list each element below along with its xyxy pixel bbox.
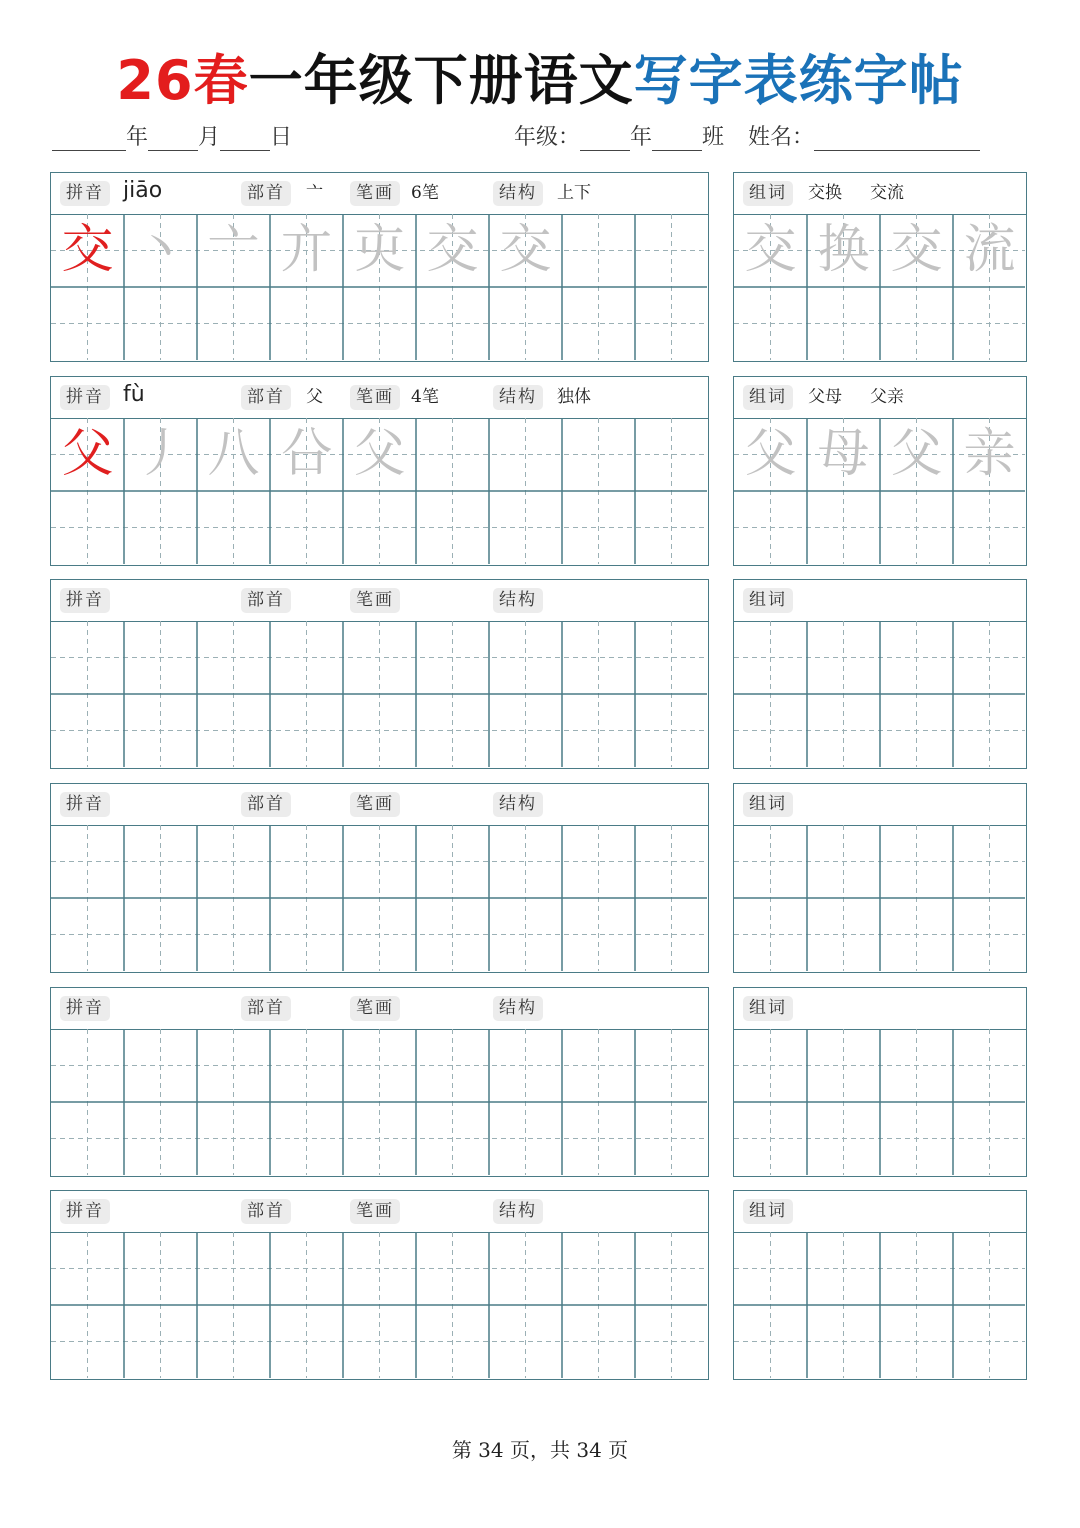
writing-grid[interactable] bbox=[51, 1232, 708, 1379]
char-info-header bbox=[51, 784, 708, 826]
strokes-tag: 笔画 bbox=[350, 588, 400, 613]
word-writing-grid[interactable] bbox=[734, 418, 1026, 565]
strokes-value: 4笔 bbox=[411, 387, 439, 407]
pinyin-tag: 拼音 bbox=[60, 1199, 110, 1224]
structure-tag: 结构 bbox=[493, 385, 543, 410]
model-character: 交 bbox=[61, 220, 114, 280]
structure-value: 独体 bbox=[557, 387, 591, 407]
word-trace-character: 母 bbox=[817, 424, 870, 484]
month-label: 月 bbox=[198, 125, 221, 150]
char-info-header bbox=[51, 580, 708, 622]
writing-grid[interactable] bbox=[51, 621, 708, 768]
word-trace-character: 亲 bbox=[963, 424, 1016, 484]
char-practice-block bbox=[50, 1190, 709, 1380]
word-trace-character: 流 bbox=[963, 220, 1016, 280]
strokes-tag: 笔画 bbox=[350, 996, 400, 1021]
word-writing-grid[interactable] bbox=[734, 214, 1026, 361]
page-number: 第 34 页，共 34 页 bbox=[451, 1438, 629, 1462]
word-trace-character: 交 bbox=[890, 220, 943, 280]
words-tag: 组词 bbox=[743, 1199, 793, 1224]
structure-tag: 结构 bbox=[493, 996, 543, 1021]
radical-tag: 部首 bbox=[241, 1199, 291, 1224]
pinyin-value: jiāo bbox=[123, 178, 163, 203]
words-header bbox=[734, 988, 1026, 1030]
writing-grid[interactable] bbox=[51, 418, 708, 565]
words-tag: 组词 bbox=[743, 792, 793, 817]
stroke-order-step: 亣 bbox=[280, 220, 333, 280]
structure-tag: 结构 bbox=[493, 792, 543, 817]
structure-tag: 结构 bbox=[493, 181, 543, 206]
radical-value: 父 bbox=[306, 387, 323, 407]
word-writing-grid[interactable] bbox=[734, 1029, 1026, 1176]
word-practice-block bbox=[733, 1190, 1027, 1380]
name-blank[interactable] bbox=[814, 124, 980, 151]
word-trace-character: 父 bbox=[890, 424, 943, 484]
strokes-tag: 笔画 bbox=[350, 385, 400, 410]
grade-year-label: 年 bbox=[630, 125, 653, 150]
title-season: 26春 bbox=[116, 49, 249, 112]
words-header bbox=[734, 1191, 1026, 1233]
title-subject: 写字表练字帖 bbox=[633, 49, 964, 112]
word-value: 父亲 bbox=[870, 387, 904, 407]
structure-value: 上下 bbox=[557, 183, 591, 203]
page-title bbox=[0, 38, 1080, 115]
stroke-order-step: 交 bbox=[499, 220, 552, 280]
radical-tag: 部首 bbox=[241, 181, 291, 206]
strokes-tag: 笔画 bbox=[350, 181, 400, 206]
word-trace-character: 换 bbox=[817, 220, 870, 280]
student-fields bbox=[514, 120, 980, 151]
word-practice-block bbox=[733, 987, 1027, 1177]
radical-value: 亠 bbox=[306, 183, 323, 203]
pinyin-tag: 拼音 bbox=[60, 996, 110, 1021]
stroke-order-step: 亠 bbox=[207, 220, 260, 280]
year-blank[interactable] bbox=[52, 124, 126, 151]
title-grade: 一年级下册语文 bbox=[248, 49, 634, 112]
char-info-header bbox=[51, 173, 708, 215]
radical-tag: 部首 bbox=[241, 588, 291, 613]
model-character: 父 bbox=[61, 424, 114, 484]
stroke-order-step: 㐪 bbox=[353, 220, 406, 280]
words-header bbox=[734, 580, 1026, 622]
stroke-order-step: 丶 bbox=[134, 220, 187, 280]
date-fields bbox=[52, 120, 292, 151]
day-blank[interactable] bbox=[220, 124, 270, 151]
word-value: 交流 bbox=[870, 183, 904, 203]
char-practice-block bbox=[50, 783, 709, 973]
word-value: 交换 bbox=[808, 183, 842, 203]
writing-grid[interactable] bbox=[51, 214, 708, 361]
pinyin-value: fù bbox=[123, 382, 145, 407]
words-tag: 组词 bbox=[743, 588, 793, 613]
name-label: 姓名： bbox=[748, 125, 815, 150]
word-trace-character: 父 bbox=[744, 424, 797, 484]
pinyin-tag: 拼音 bbox=[60, 588, 110, 613]
word-practice-block bbox=[733, 172, 1027, 362]
strokes-tag: 笔画 bbox=[350, 1199, 400, 1224]
writing-grid[interactable] bbox=[51, 825, 708, 972]
structure-tag: 结构 bbox=[493, 1199, 543, 1224]
char-practice-block bbox=[50, 579, 709, 769]
grade-label: 年级： bbox=[514, 125, 581, 150]
radical-tag: 部首 bbox=[241, 385, 291, 410]
radical-tag: 部首 bbox=[241, 996, 291, 1021]
structure-tag: 结构 bbox=[493, 588, 543, 613]
word-writing-grid[interactable] bbox=[734, 1232, 1026, 1379]
words-header bbox=[734, 173, 1026, 215]
stroke-order-step: 交 bbox=[426, 220, 479, 280]
char-practice-block bbox=[50, 172, 709, 362]
word-practice-block bbox=[733, 783, 1027, 973]
radical-tag: 部首 bbox=[241, 792, 291, 817]
char-practice-block bbox=[50, 987, 709, 1177]
pinyin-tag: 拼音 bbox=[60, 792, 110, 817]
word-practice-block bbox=[733, 376, 1027, 566]
words-header bbox=[734, 377, 1026, 419]
info-line bbox=[52, 120, 1027, 156]
class-label: 班 bbox=[702, 125, 725, 150]
writing-grid[interactable] bbox=[51, 1029, 708, 1176]
grade-blank[interactable] bbox=[580, 124, 630, 151]
words-tag: 组词 bbox=[743, 996, 793, 1021]
strokes-value: 6笔 bbox=[411, 183, 439, 203]
strokes-tag: 笔画 bbox=[350, 792, 400, 817]
day-label: 日 bbox=[270, 125, 293, 150]
char-info-header bbox=[51, 988, 708, 1030]
stroke-order-step: 丿 bbox=[134, 424, 187, 484]
words-tag: 组词 bbox=[743, 385, 793, 410]
pinyin-tag: 拼音 bbox=[60, 181, 110, 206]
stroke-order-step: 八 bbox=[207, 424, 260, 484]
stroke-order-step: 父 bbox=[353, 424, 406, 484]
word-writing-grid[interactable] bbox=[734, 825, 1026, 972]
word-trace-character: 交 bbox=[744, 220, 797, 280]
year-label: 年 bbox=[126, 125, 149, 150]
stroke-order-step: 㕣 bbox=[280, 424, 333, 484]
word-practice-block bbox=[733, 579, 1027, 769]
words-header bbox=[734, 784, 1026, 826]
word-writing-grid[interactable] bbox=[734, 621, 1026, 768]
word-value: 父母 bbox=[808, 387, 842, 407]
words-tag: 组词 bbox=[743, 181, 793, 206]
pinyin-tag: 拼音 bbox=[60, 385, 110, 410]
char-info-header bbox=[51, 1191, 708, 1233]
char-practice-block bbox=[50, 376, 709, 566]
class-blank[interactable] bbox=[652, 124, 702, 151]
month-blank[interactable] bbox=[148, 124, 198, 151]
char-info-header bbox=[51, 377, 708, 419]
